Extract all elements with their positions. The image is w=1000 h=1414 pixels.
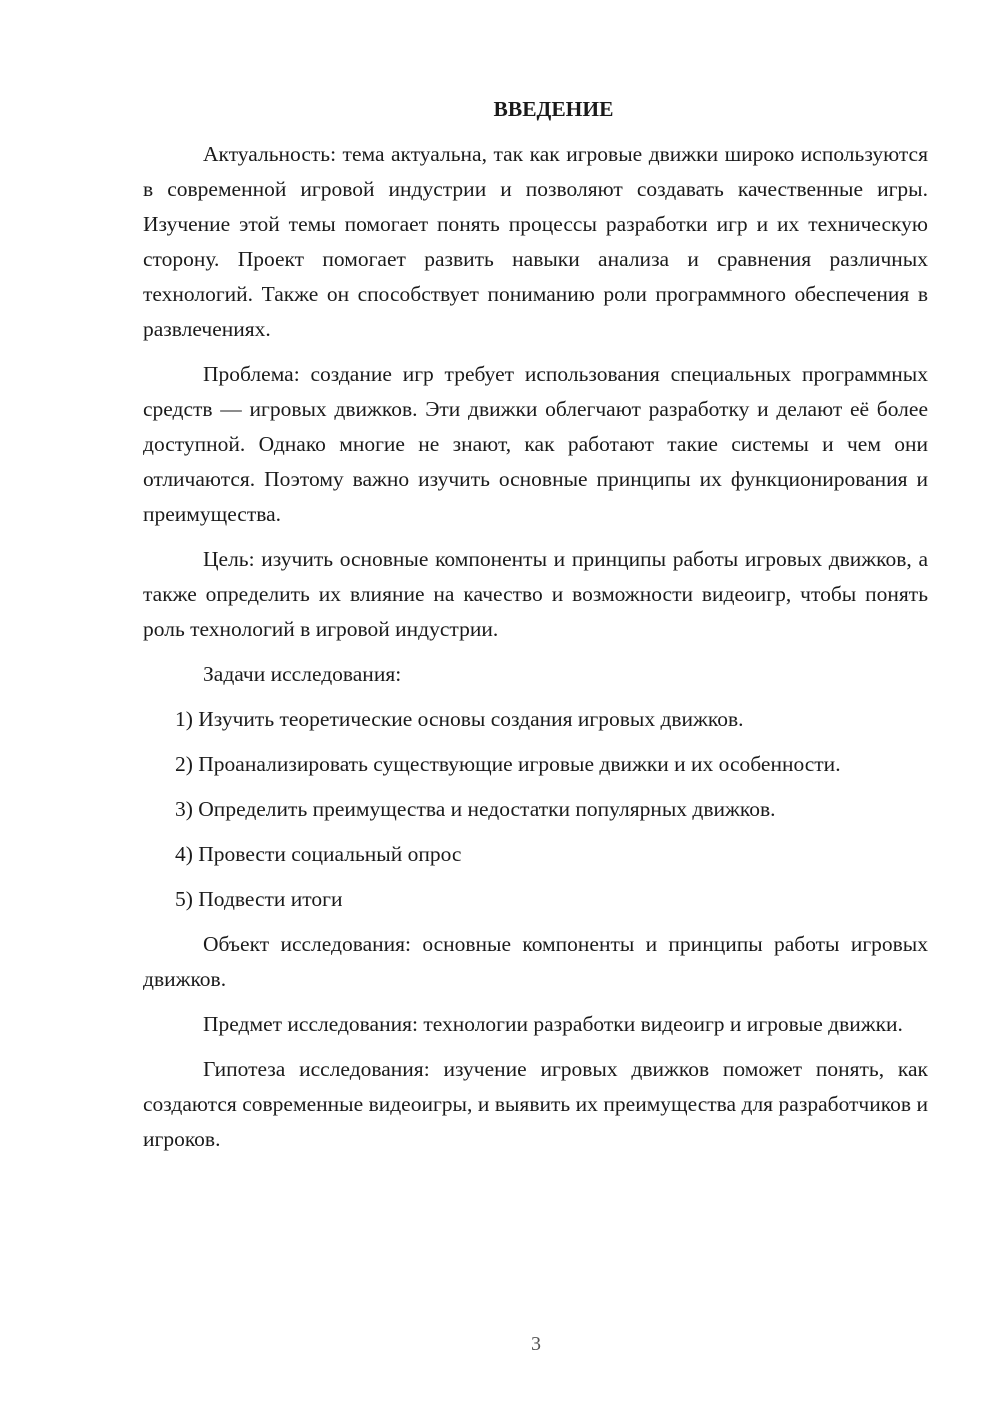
paragraph-object: Объект исследования: основные компоненты и принципы работы игровых движков. xyxy=(143,932,928,991)
page-number: 3 xyxy=(531,1333,541,1355)
section-title: ВВЕДЕНИЕ xyxy=(493,97,614,121)
paragraph-problem: Проблема: создание игр требует использования специальных программных средств — игровых движков. Эти движки облегчают разработку и делают её более доступной. Однако многие не знают, как работают такие системы и чем они отличаются. Поэтому важно изучить основные принципы их функционирования и преимущества. xyxy=(143,362,928,526)
paragraph-goal: Цель: изучить основные компоненты и принципы работы игровых движков, а также определить их влияние на качество и возможности видеоигр, чтобы понять роль технологий в игровой индустрии. xyxy=(143,547,928,641)
task-item-1: 1) Изучить теоретические основы создания игровых движков. xyxy=(175,707,744,731)
document-page xyxy=(143,92,928,1167)
task-item-5: 5) Подвести итоги xyxy=(175,887,343,911)
tasks-heading: Задачи исследования: xyxy=(203,662,402,686)
paragraph-subject: Предмет исследования: технологии разработки видеоигр и игровые движки. xyxy=(203,1012,903,1036)
paragraph-relevance: Актуальность: тема актуальна, так как игровые движки широко используются в современной игровой индустрии и позволяют создавать качественные игры. Изучение этой темы помогает понять процессы разработки игр и их техническую сторону. Проект помогает развить навыки анализа и сравнения различных технологий. Также он способствует пониманию роли программного обеспечения в развлечениях. xyxy=(143,142,928,341)
task-item-2: 2) Проанализировать существующие игровые движки и их особенности. xyxy=(175,752,841,776)
task-item-3: 3) Определить преимущества и недостатки популярных движков. xyxy=(175,797,776,821)
paragraph-hypothesis: Гипотеза исследования: изучение игровых движков поможет понять, как создаются современные видеоигры, и выявить их преимущества для разработчиков и игроков. xyxy=(143,1057,928,1151)
task-item-4: 4) Провести социальный опрос xyxy=(175,842,462,866)
